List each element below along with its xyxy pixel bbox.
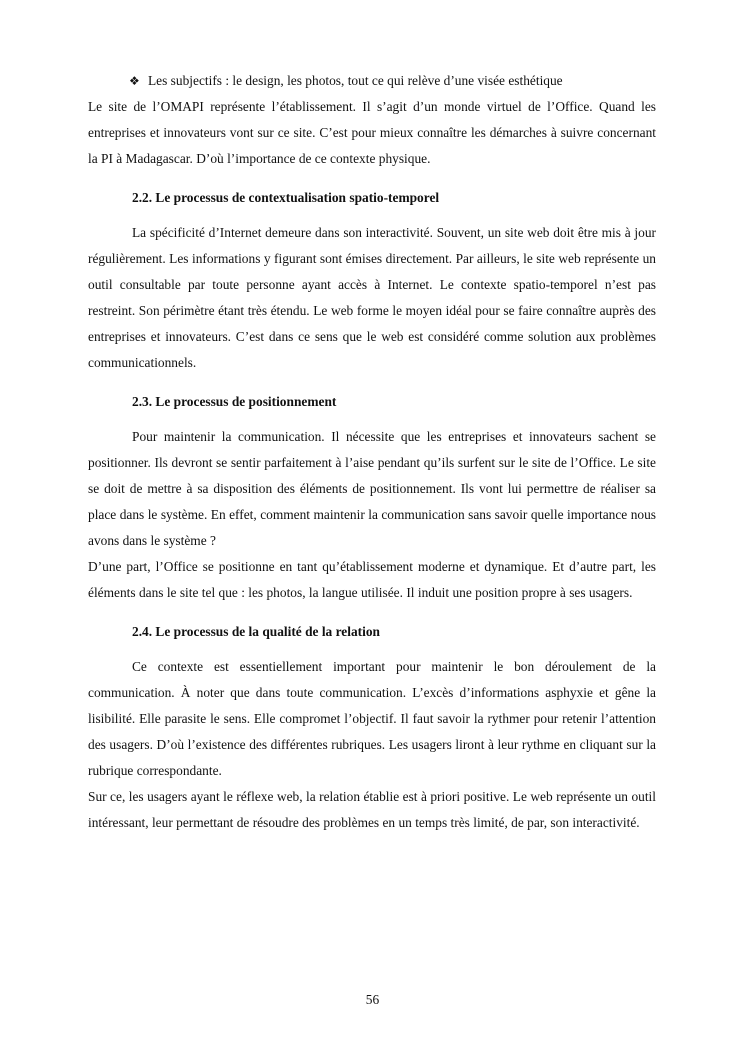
bullet-text: Les subjectifs : le design, les photos, tout ce qui relève d’une visée esthétique [148, 73, 563, 88]
page-number: 56 [365, 992, 380, 1007]
section-2-3-paragraph-1: Pour maintenir la communication. Il nécessite que les entreprises et innovateurs sachent se positionner. Ils devront se sentir parfaitement à l’aise pendant qu’ils surfent sur le site de l’Office. Le site se doit de mettre à sa disposition des éléments de positionnement. Ils vont lui permettre de réaliser sa place dans le système. En effet, comment maintenir la communication sans savoir quelle importance nous avons dans le système ? [88, 429, 656, 548]
section-2-2-paragraph: La spécificité d’Internet demeure dans son interactivité. Souvent, un site web doit être mis à jour régulièrement. Les informations y figurant sont émises directement. Par ailleurs, le site web représente un outil consultable par toute personne ayant accès à Internet. Le contexte spatio-temporel n’est pas restreint. Son périmètre étant très étendu. Le web forme le moyen idéal pour se faire connaître auprès des entreprises et innovateurs. C’est dans ce sens que le web est considéré comme solution aux problèmes communicationnels. [88, 225, 656, 370]
document-page [88, 68, 656, 836]
section-heading-2-3: 2.3. Le processus de positionnement [132, 394, 337, 409]
bullet-item [129, 68, 656, 94]
section-heading-2-4: 2.4. Le processus de la qualité de la relation [132, 624, 380, 639]
diamond-bullet-icon: ❖ [129, 74, 140, 88]
intro-paragraph: Le site de l’OMAPI représente l’établissement. Il s’agit d’un monde virtuel de l’Office. Quand les entreprises et innovateurs vont sur ce site. C’est pour mieux connaître les démarches à suivre concernant la PI à Madagascar. D’où l’importance de ce contexte physique. [88, 99, 656, 166]
section-heading-2-2: 2.2. Le processus de contextualisation spatio-temporel [132, 190, 440, 205]
section-2-3-paragraph-2: D’une part, l’Office se positionne en tant qu’établissement moderne et dynamique. Et d’autre part, les éléments dans le site tel que : les photos, la langue utilisée. Il induit une position propre à ses usagers. [88, 559, 656, 600]
section-2-4-paragraph-2: Sur ce, les usagers ayant le réflexe web, la relation établie est à priori positive. Le web représente un outil intéressant, leur permettant de résoudre des problèmes en un temps très limité, de par, son interactivité. [88, 789, 656, 830]
section-2-4-paragraph-1: Ce contexte est essentiellement important pour maintenir le bon déroulement de la communication. À noter que dans toute communication. L’excès d’informations asphyxie et gêne la lisibilité. Elle parasite le sens. Elle compromet l’objectif. Il faut savoir la rythmer pour retenir l’attention des usagers. D’où l’existence des différentes rubriques. Les usagers liront à leur rythme en cliquant sur la rubrique correspondante. [88, 659, 656, 778]
